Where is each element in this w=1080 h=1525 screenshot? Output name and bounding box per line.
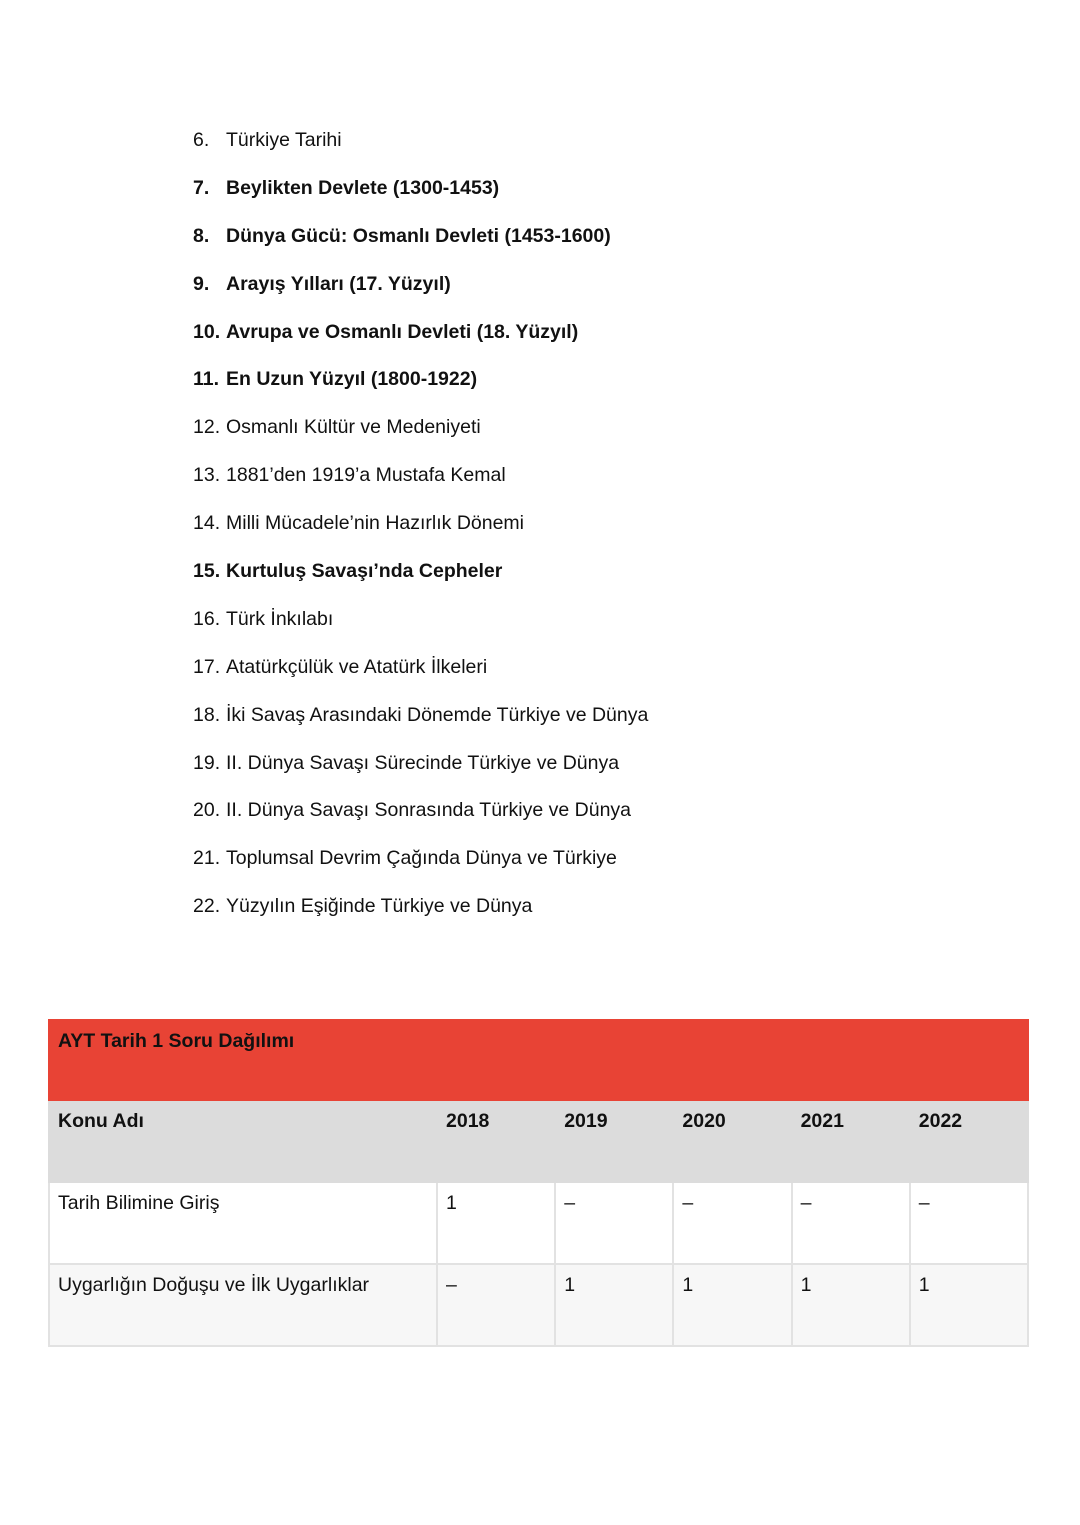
- table-cell: 1: [437, 1182, 555, 1264]
- table-cell: –: [673, 1182, 791, 1264]
- table-header-row: [49, 1100, 1028, 1182]
- column-header: 2021: [792, 1100, 910, 1182]
- list-item-text: Arayış Yılları (17. Yüzyıl): [226, 272, 451, 295]
- list-item: [193, 127, 648, 175]
- list-item-text: 1881’den 1919’a Mustafa Kemal: [226, 464, 506, 487]
- list-item-text: Atatürkçülük ve Atatürk İlkeleri: [226, 655, 488, 678]
- list-item-text: Dünya Gücü: Osmanlı Devleti (1453-1600): [226, 224, 611, 247]
- list-item-number: 13.: [193, 464, 221, 487]
- list-item-number: 8.: [193, 224, 210, 247]
- column-header: Konu Adı: [49, 1100, 437, 1182]
- list-item-text: Kurtuluş Savaşı’nda Cepheler: [226, 560, 503, 583]
- list-item-text: Türkiye Tarihi: [226, 129, 342, 151]
- column-header: 2019: [555, 1100, 673, 1182]
- list-item: [193, 654, 648, 702]
- table-cell: Uygarlığın Doğuşu ve İlk Uygarlıklar: [49, 1264, 437, 1346]
- list-item-number: 21.: [193, 847, 221, 870]
- list-item: [193, 510, 648, 558]
- list-item: [193, 797, 648, 845]
- table-cell: –: [555, 1182, 673, 1264]
- list-item: [193, 175, 648, 223]
- list-item-number: 19.: [193, 751, 221, 774]
- list-item-number: 18.: [193, 703, 221, 726]
- list-item-text: Türk İnkılabı: [226, 607, 334, 630]
- column-header: 2020: [673, 1100, 791, 1182]
- table-cell: 1: [555, 1264, 673, 1346]
- list-item: [193, 223, 648, 271]
- list-item-number: 10.: [193, 320, 221, 343]
- table-cell: –: [437, 1264, 555, 1346]
- list-item: [193, 462, 648, 510]
- list-item-text: Beylikten Devlete (1300-1453): [226, 176, 500, 199]
- list-item-text: İki Savaş Arasındaki Dönemde Türkiye ve Dünya: [226, 703, 649, 726]
- list-item-number: 12.: [193, 416, 221, 439]
- list-item: [193, 319, 648, 367]
- table-title: AYT Tarih 1 Soru Dağılımı: [49, 1020, 1028, 1100]
- list-item-text: Yüzyılın Eşiğinde Türkiye ve Dünya: [226, 895, 533, 918]
- list-item: [193, 702, 648, 750]
- table-row: [49, 1182, 1028, 1264]
- list-item: [193, 893, 648, 941]
- list-item: [193, 414, 648, 462]
- topic-list: [193, 127, 648, 941]
- table-cell: 1: [673, 1264, 791, 1346]
- table-cell: –: [910, 1182, 1028, 1264]
- list-item-number: 16.: [193, 607, 221, 630]
- list-item-number: 22.: [193, 895, 221, 918]
- column-header: 2022: [910, 1100, 1028, 1182]
- list-item-number: 14.: [193, 512, 221, 535]
- table-row: [49, 1264, 1028, 1346]
- list-item: [193, 606, 648, 654]
- list-item: [193, 366, 648, 414]
- list-item-number: 11.: [193, 368, 220, 391]
- list-item: [193, 750, 648, 798]
- list-item-text: Toplumsal Devrim Çağında Dünya ve Türkiye: [226, 847, 617, 870]
- list-item-text: II. Dünya Savaşı Sürecinde Türkiye ve Dünya: [226, 751, 620, 774]
- list-item-text: II. Dünya Savaşı Sonrasında Türkiye ve Dünya: [226, 799, 632, 822]
- list-item-text: Osmanlı Kültür ve Medeniyeti: [226, 416, 481, 439]
- column-header: 2018: [437, 1100, 555, 1182]
- list-item: [193, 271, 648, 319]
- table-cell: Tarih Bilimine Giriş: [49, 1182, 437, 1264]
- list-item: [193, 845, 648, 893]
- list-item-number: 9.: [193, 272, 210, 295]
- list-item-number: 7.: [193, 176, 210, 199]
- list-item-text: En Uzun Yüzyıl (1800-1922): [226, 368, 478, 391]
- list-item: [193, 558, 648, 606]
- table-cell: –: [792, 1182, 910, 1264]
- list-item-text: Milli Mücadele’nin Hazırlık Dönemi: [226, 512, 525, 535]
- list-item-number: 20.: [193, 799, 221, 822]
- table-cell: 1: [910, 1264, 1028, 1346]
- list-item-number: 15.: [193, 560, 221, 583]
- table-cell: 1: [792, 1264, 910, 1346]
- list-item-text: Avrupa ve Osmanlı Devleti (18. Yüzyıl): [226, 320, 579, 343]
- list-item-number: 6.: [193, 129, 210, 151]
- question-distribution-table: [48, 1019, 1029, 1347]
- list-item-number: 17.: [193, 655, 221, 678]
